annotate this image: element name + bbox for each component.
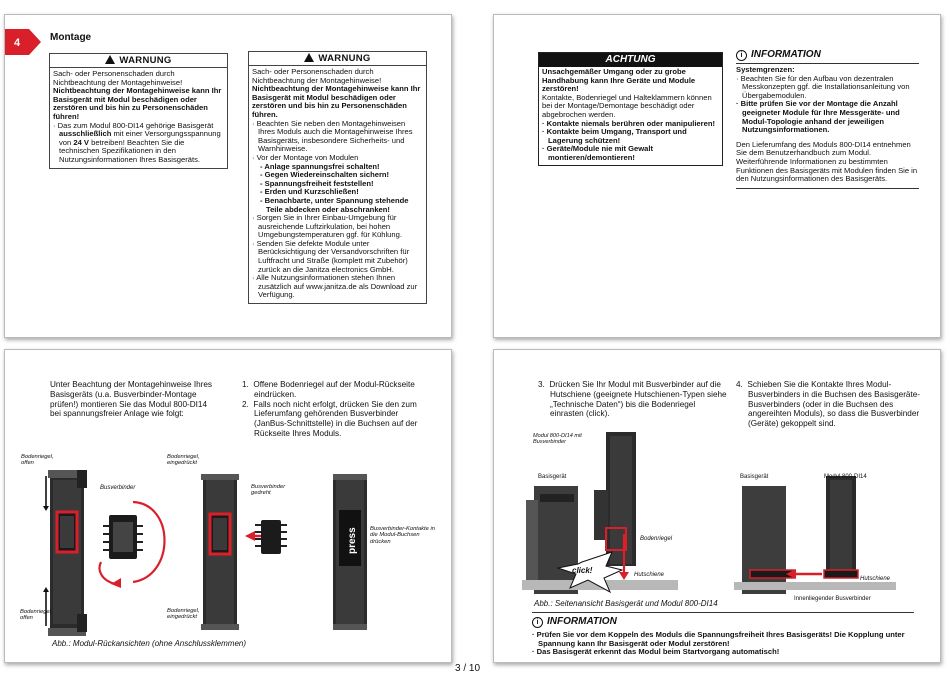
information-box-bottom xyxy=(532,616,916,657)
step-4: 4. Schieben Sie die Kontakte Ihres Modul-Busverbinders in die Buchsen des Basisgeräte-Busverbinders (oder in die Buchsen des angereihten Moduls), so dass die Busverbinder (Geräte) gekoppelt sind. xyxy=(736,380,921,429)
push-arrow-head xyxy=(619,572,629,580)
information-item: · Prüfen Sie vor dem Koppeln des Moduls die Spannungsfreiheit Ihres Basisgeräts! Die Kopplung unter Spannung kann Ihr Basisgerät oder Modul zerstören! xyxy=(532,630,905,648)
page-achtung-information xyxy=(493,14,941,338)
divider xyxy=(532,612,914,613)
page-montage-warnings xyxy=(4,14,452,338)
label-latch-pressed-bottom: Bodenriegel, eingedrückt xyxy=(167,608,200,621)
label-rail-right: Hutschiene xyxy=(860,576,891,582)
warning-heading: WARNUNG xyxy=(50,54,227,68)
page-number: 3 / 10 xyxy=(455,663,481,674)
warning-item: · Sorgen Sie in Ihrer Einbau-Umgebung für ausreichende Luftzirkulation, bei hohen Umgebungstemperaturen ggf. für Kühlung. xyxy=(252,213,402,240)
label-contacts: Busverbinder-Kontakte in die Modul-Buchsen drücken xyxy=(370,526,435,545)
warning-subitem: - Benachbarte, unter Spannung stehende Teile abdecken oder abschranken! xyxy=(260,195,409,214)
steps-list xyxy=(242,380,427,439)
rail-right xyxy=(734,582,896,590)
warning-subitem: - Erden und Kurzschließen! xyxy=(260,187,359,197)
warning-item: · Vor der Montage von Modulen xyxy=(252,152,359,162)
information-box xyxy=(736,50,919,189)
information-subheading: Systemgrenzen: xyxy=(736,65,795,74)
back-views-illustration xyxy=(5,450,451,662)
divider xyxy=(736,63,919,64)
warning-triangle-icon xyxy=(304,53,314,62)
information-heading: i INFORMATION xyxy=(736,50,919,61)
module-right xyxy=(824,476,858,578)
rotate-arrow-tail xyxy=(100,562,115,584)
figure-caption: Abb.: Seitenansicht Basisgerät und Modul 800-DI14 xyxy=(534,599,718,608)
label-busverbinder: Busverbinder xyxy=(100,485,136,491)
warning-intro: Sach- oder Personenschaden durch Nichtbeachtung der Montagehinweise! xyxy=(252,67,382,85)
arrow-down-head xyxy=(43,506,49,511)
warning-box-right xyxy=(248,51,427,304)
achtung-text: Kontakte, Bodenriegel und Halteklammern können bei der Montage/Demontage beschädigt oder abgebrochen werden. xyxy=(542,92,712,119)
warning-heading: WARNUNG xyxy=(249,52,426,66)
achtung-box xyxy=(538,52,723,166)
module-left xyxy=(594,432,636,566)
chapter-number: 4 xyxy=(14,37,21,49)
warning-intro: Sach- oder Personenschaden durch Nichtbeachtung der Montagehinweise! xyxy=(53,69,183,87)
achtung-item: · Kontakte beim Umgang, Transport und Lagerung schützen! xyxy=(542,127,687,145)
insert-arrow-head xyxy=(245,531,255,541)
step-1: 1. Offene Bodenriegel auf der Modul-Rückseite eindrücken. xyxy=(242,380,415,399)
label-bodenriegel: Bodenriegel xyxy=(640,536,673,542)
information-paragraph: Den Lieferumfang des Moduls 800-DI14 entnehmen Sie dem Benutzerhandbuch zum Modul. Weiterführende Informationen zu bestimmten Funktionen des Basisgeräts mit Modulen finden Sie in den Nutzungsinformationen des Basisgeräts. xyxy=(736,139,918,184)
achtung-bold: Unsachgemäßer Umgang oder zu grobe Handhabung kann Ihre Geräte und Module zerstören! xyxy=(542,67,696,94)
warning-bold: Nichtbeachtung der Montagehinweise kann Ihr Basisgerät mit Modul beschädigen oder zerstören und bis hin zu Personenschäden führen. xyxy=(252,84,421,119)
information-item: · Bitte prüfen Sie vor der Montage die Anzahl geeigneter Module für Ihre Messgeräte- und Modul-Topologie anhand der jeweiligen Nutzungsinformationen. xyxy=(736,99,900,135)
module-back-pressed xyxy=(201,474,239,630)
achtung-item: · Kontakte niemals berühren oder manipulieren! xyxy=(542,118,716,128)
intro-text: Unter Beachtung der Montagehinweise Ihres Basisgeräts (u.a. Busverbinder-Montage prüfen!) montieren Sie das Modul 800-DI14 bei spannungsfreier Anlage wie folgt: xyxy=(50,380,213,419)
chapter-badge xyxy=(4,29,41,55)
label-base-right: Basisgerät xyxy=(740,474,769,480)
label-busverbinder-rotated: Busverbinder gedreht xyxy=(251,484,286,497)
label-click: click! xyxy=(572,566,593,575)
warning-subitem: - Gegen Wiedereinschalten sichern! xyxy=(260,170,390,180)
warning-item: · Das zum Modul 800-DI14 gehörige Basisgerät ausschließlich mit einer Versorgungsspannung von 24 V betreiben! Beachten Sie die technischen Spezifikationen in den Nutzungsinformationen Ihres Basisgeräts. xyxy=(53,120,221,164)
achtung-item: · Geräte/Module nie mit Gewalt montieren/demontieren! xyxy=(542,144,653,162)
page-module-back-views xyxy=(4,349,452,663)
step-3: 3. Drücken Sie Ihr Modul mit Busverbinder auf die Hutschiene (geeignete Hutschienen-Typen siehe „Technische Daten“) bis die Bodenriegel einrasten (click). xyxy=(538,380,727,419)
label-latch-open-top: Bodenriegel, offen xyxy=(21,454,54,467)
info-icon: i xyxy=(532,617,543,628)
warning-subitem: - Spannungsfreiheit feststellen! xyxy=(260,178,374,188)
warning-box-left xyxy=(49,53,228,169)
base-device-right xyxy=(742,486,794,594)
label-module-right: Modul 800-DI14 xyxy=(824,474,867,480)
warning-bold: Nichtbeachtung der Montagehinweise kann Ihr Basisgerät mit Modul beschädigen oder zerstören und bis hin zu Personenschäden führen! xyxy=(53,86,222,121)
base-device-left xyxy=(526,486,578,594)
achtung-heading: ACHTUNG xyxy=(539,53,722,67)
information-heading: i INFORMATION xyxy=(532,616,916,628)
warning-triangle-icon xyxy=(105,55,115,64)
warning-item: · Beachten Sie neben den Montagehinweisen Ihres Moduls auch die Montagehinweise Ihres Basisgeräts, insbesondere Sicherheits- und Warnhinweise. xyxy=(252,118,413,154)
press-label: press xyxy=(347,527,358,554)
label-rail-left: Hutschiene xyxy=(634,572,665,578)
step-2: 2. Falls noch nicht erfolgt, drücken Sie den zum Lieferumfang gehörenden Busverbinder (JanBus-Schnittstelle) in die Buchsen auf der Rückseite Ihres Moduls. xyxy=(242,399,418,438)
label-latch-open-bottom: Bodenriegel, offen xyxy=(20,609,53,622)
warning-item: · Senden Sie defekte Module unter Berücksichtigung der Versandvorschriften für Luftfracht und Straße (komplett mit Zubehör) zurück an die Janitza electronics GmbH. xyxy=(252,238,410,274)
info-icon: i xyxy=(736,50,747,61)
warning-subitem: - Anlage spannungsfrei schalten! xyxy=(260,161,380,171)
information-item: · Beachten Sie für den Aufbau von dezentralen Messkonzepten ggf. die Installationsanleitung von Übergabemodulen. xyxy=(736,73,910,100)
label-module: Modul 800-DI14 mit Busverbinder xyxy=(533,433,582,446)
section-title: Montage xyxy=(50,32,92,43)
information-item: · Das Basisgerät erkennt das Modul beim Startvorgang automatisch! xyxy=(532,647,780,657)
busverbinder-part xyxy=(103,515,143,559)
label-latch-pressed-top: Bodenriegel, eingedrückt xyxy=(167,454,200,467)
page-side-views xyxy=(493,349,941,663)
label-inner-busverbinder: Innenliegender Busverbinder xyxy=(794,596,871,602)
side-views-illustration xyxy=(494,430,940,600)
figure-caption: Abb.: Modul-Rückansichten (ohne Anschlussklemmen) xyxy=(52,639,247,648)
arrow-up-head xyxy=(43,587,49,592)
label-base-left: Basisgerät xyxy=(538,474,567,480)
warning-item: · Alle Nutzungsinformationen stehen Ihnen zusätzlich auf www.janitza.de als Download zur Verfügung. xyxy=(252,273,418,300)
